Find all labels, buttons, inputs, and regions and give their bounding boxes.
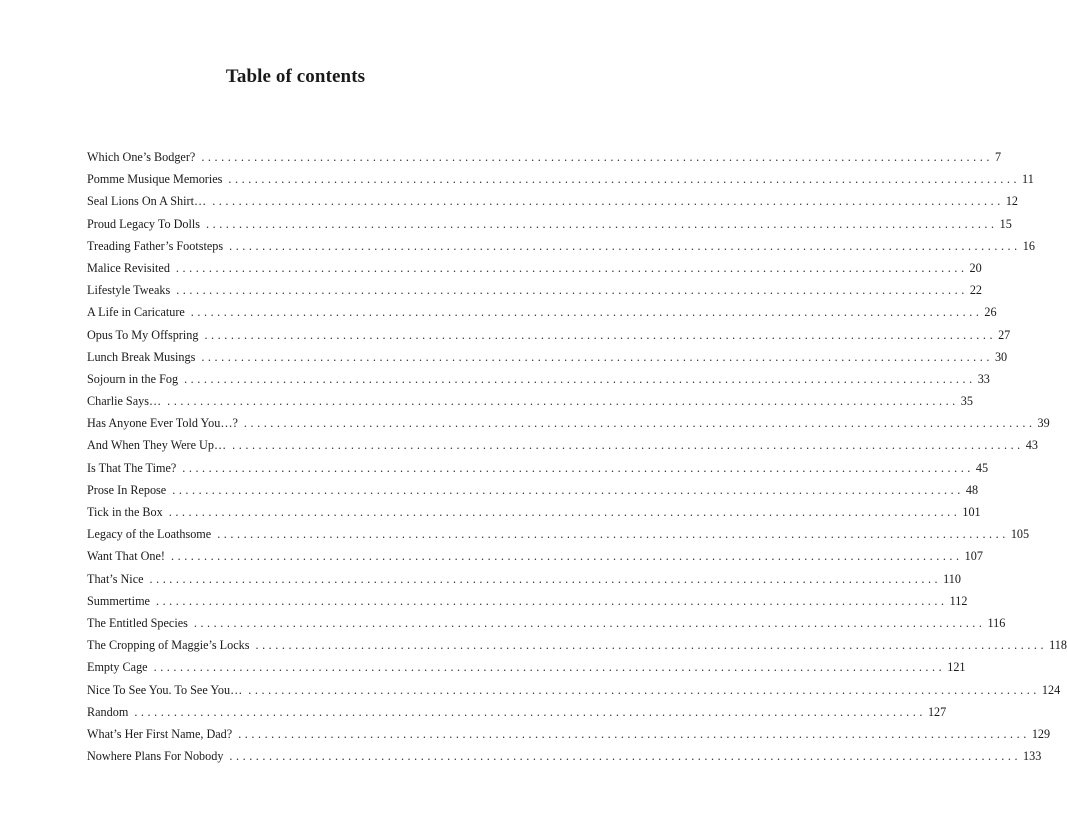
toc-entry — [87, 745, 1042, 767]
toc-entry — [87, 368, 990, 390]
toc-leader-dots: ........................................................................................................................ — [229, 238, 1021, 253]
toc-entry-page: 12 — [1005, 194, 1018, 209]
toc-entry — [87, 190, 1018, 212]
toc-entry — [87, 279, 983, 301]
toc-entry — [87, 390, 973, 412]
toc-entry-title: What’s Her First Name, Dad? — [87, 726, 233, 741]
toc-entry — [87, 324, 1011, 346]
toc-entry-title: Which One’s Bodger? — [87, 150, 196, 164]
toc-leader-dots: ........................................................................................................................ — [248, 682, 1040, 697]
toc-entry-page: 16 — [1022, 238, 1035, 253]
toc-leader-dots: ........................................................................................................................ — [149, 571, 942, 586]
toc-leader-dots: ........................................................................................................................ — [153, 660, 946, 675]
toc-entry-title: Pomme Musique Memories — [87, 172, 223, 187]
toc-entry-page: 26 — [984, 305, 997, 320]
toc-entry-page: 127 — [927, 704, 947, 719]
toc-entry-title: Nowhere Plans For Nobody — [87, 749, 224, 764]
toc-entry-title: Nice To See You. To See You… — [87, 682, 243, 697]
toc-leader-dots: ........................................................................................................................ — [201, 150, 993, 164]
toc-entry-title: Has Anyone Ever Told You…? — [87, 416, 238, 431]
toc-entry — [87, 457, 989, 479]
toc-leader-dots: ........................................................................................................................ — [172, 482, 964, 497]
toc-leader-dots: ........................................................................................................................ — [168, 505, 961, 519]
toc-entry-title: Legacy of the Loathsome — [87, 527, 212, 542]
toc-entry — [87, 701, 947, 723]
toc-leader-dots: ........................................................................................................................ — [255, 638, 1048, 653]
toc-entry-page: 105 — [1010, 527, 1030, 542]
toc-entry — [87, 301, 997, 323]
toc-entry-title: That’s Nice — [87, 571, 144, 586]
toc-entry-title: A Life in Caricature — [87, 305, 185, 320]
toc-entry — [87, 434, 1038, 456]
toc-entry-title: Is That The Time? — [87, 460, 177, 475]
toc-entry — [87, 634, 1067, 656]
toc-leader-dots: ........................................................................................................................ — [228, 172, 1021, 187]
toc-entry-page: 11 — [1022, 172, 1034, 187]
toc-entry-page: 22 — [969, 283, 983, 298]
toc-entry-page: 27 — [998, 327, 1011, 342]
toc-entry-page: 101 — [962, 505, 981, 519]
toc-entry-page: 35 — [960, 394, 973, 409]
toc-leader-dots: ........................................................................................................................ — [201, 349, 993, 364]
toc-entry-title: Charlie Says… — [87, 394, 162, 409]
toc-entry-title: Seal Lions On A Shirt… — [87, 194, 207, 209]
toc-entry-page: 45 — [975, 460, 989, 475]
toc-leader-dots: ........................................................................................................................ — [243, 416, 1036, 431]
toc-entry-title: Empty Cage — [87, 660, 148, 675]
toc-entry-title: Prose In Repose — [87, 482, 167, 497]
toc-leader-dots: ........................................................................................................................ — [176, 283, 968, 298]
toc-entry-page: 20 — [969, 260, 982, 275]
toc-entry-title: The Entitled Species — [87, 615, 188, 630]
toc-entry-page: 33 — [977, 371, 990, 386]
toc-entry-page: 112 — [949, 593, 968, 608]
toc-entry-title: Summertime — [87, 593, 150, 608]
toc-entry-page: 48 — [965, 482, 979, 497]
toc-entry-title: Malice Revisited — [87, 260, 170, 275]
toc-entry — [87, 501, 981, 523]
toc-entry-page: 110 — [943, 571, 961, 586]
toc-entry — [87, 168, 1034, 190]
toc-leader-dots: ........................................................................................................................ — [232, 438, 1024, 453]
toc-entry — [87, 656, 966, 678]
toc-leader-dots: ........................................................................................................................ — [238, 726, 1030, 741]
toc-leader-dots: ........................................................................................................................ — [190, 305, 983, 320]
toc-entry-title: Treading Father’s Footsteps — [87, 238, 224, 253]
toc-entry-page: 39 — [1037, 416, 1050, 431]
toc-entry-page: 124 — [1041, 682, 1061, 697]
toc-entry-title: And When They Were Up… — [87, 438, 227, 453]
toc-leader-dots: ........................................................................................................................ — [206, 216, 998, 231]
toc-leader-dots: ........................................................................................................................ — [171, 549, 963, 564]
toc-leader-dots: ........................................................................................................................ — [134, 704, 926, 719]
toc-entry-page: 116 — [987, 615, 1006, 630]
toc-entry-page: 15 — [999, 216, 1012, 231]
toc-leader-dots: ........................................................................................................................ — [155, 593, 948, 608]
page-title: Table of contents — [225, 66, 366, 87]
toc-entry — [87, 479, 979, 501]
toc-entry-title: The Cropping of Maggie’s Locks — [87, 638, 250, 653]
toc-entry — [87, 590, 968, 612]
toc-entry-title: Proud Legacy To Dolls — [87, 216, 200, 231]
toc-leader-dots: ........................................................................................................................ — [184, 371, 976, 386]
toc-entry-page: 129 — [1031, 726, 1051, 741]
toc-entry-title: Lunch Break Musings — [87, 349, 196, 364]
toc-leader-dots: ........................................................................................................................ — [229, 749, 1022, 764]
toc-leader-dots: ........................................................................................................................ — [204, 327, 997, 342]
toc-leader-dots: ........................................................................................................................ — [193, 615, 986, 630]
toc-entry — [87, 146, 1002, 168]
toc-leader-dots: ........................................................................................................................ — [212, 194, 1004, 209]
toc-entry-page: 107 — [964, 549, 983, 564]
toc-entry — [87, 568, 961, 590]
toc-entry — [87, 346, 1008, 368]
toc-entry-page: 118 — [1049, 638, 1067, 653]
toc-leader-dots: ........................................................................................................................ — [167, 394, 959, 409]
toc-entry-title: Opus To My Offspring — [87, 327, 199, 342]
toc-list — [87, 146, 1067, 767]
toc-entry — [87, 412, 1050, 434]
toc-entry-title: Lifestyle Tweaks — [87, 283, 171, 298]
toc-entry — [87, 235, 1035, 257]
toc-entry-title: Tick in the Box — [87, 505, 163, 519]
toc-entry — [87, 612, 1006, 634]
toc-entry-title: Want That One! — [87, 549, 165, 564]
toc-entry-page: 43 — [1025, 438, 1038, 453]
toc-entry-page: 30 — [994, 349, 1008, 364]
toc-leader-dots: ........................................................................................................................ — [217, 527, 1009, 542]
toc-entry-title: Random — [87, 704, 129, 719]
toc-entry-title: Sojourn in the Fog — [87, 371, 179, 386]
toc-leader-dots: ........................................................................................................................ — [182, 460, 974, 475]
toc-leader-dots: ........................................................................................................................ — [175, 260, 968, 275]
toc-entry-page: 133 — [1023, 749, 1042, 764]
toc-entry — [87, 679, 1061, 701]
toc-entry — [87, 723, 1051, 745]
toc-entry — [87, 213, 1012, 235]
toc-entry-page: 7 — [994, 150, 1002, 164]
toc-entry — [87, 257, 982, 279]
toc-entry-page: 121 — [947, 660, 966, 675]
toc-entry — [87, 523, 1030, 545]
toc-entry — [87, 545, 983, 567]
